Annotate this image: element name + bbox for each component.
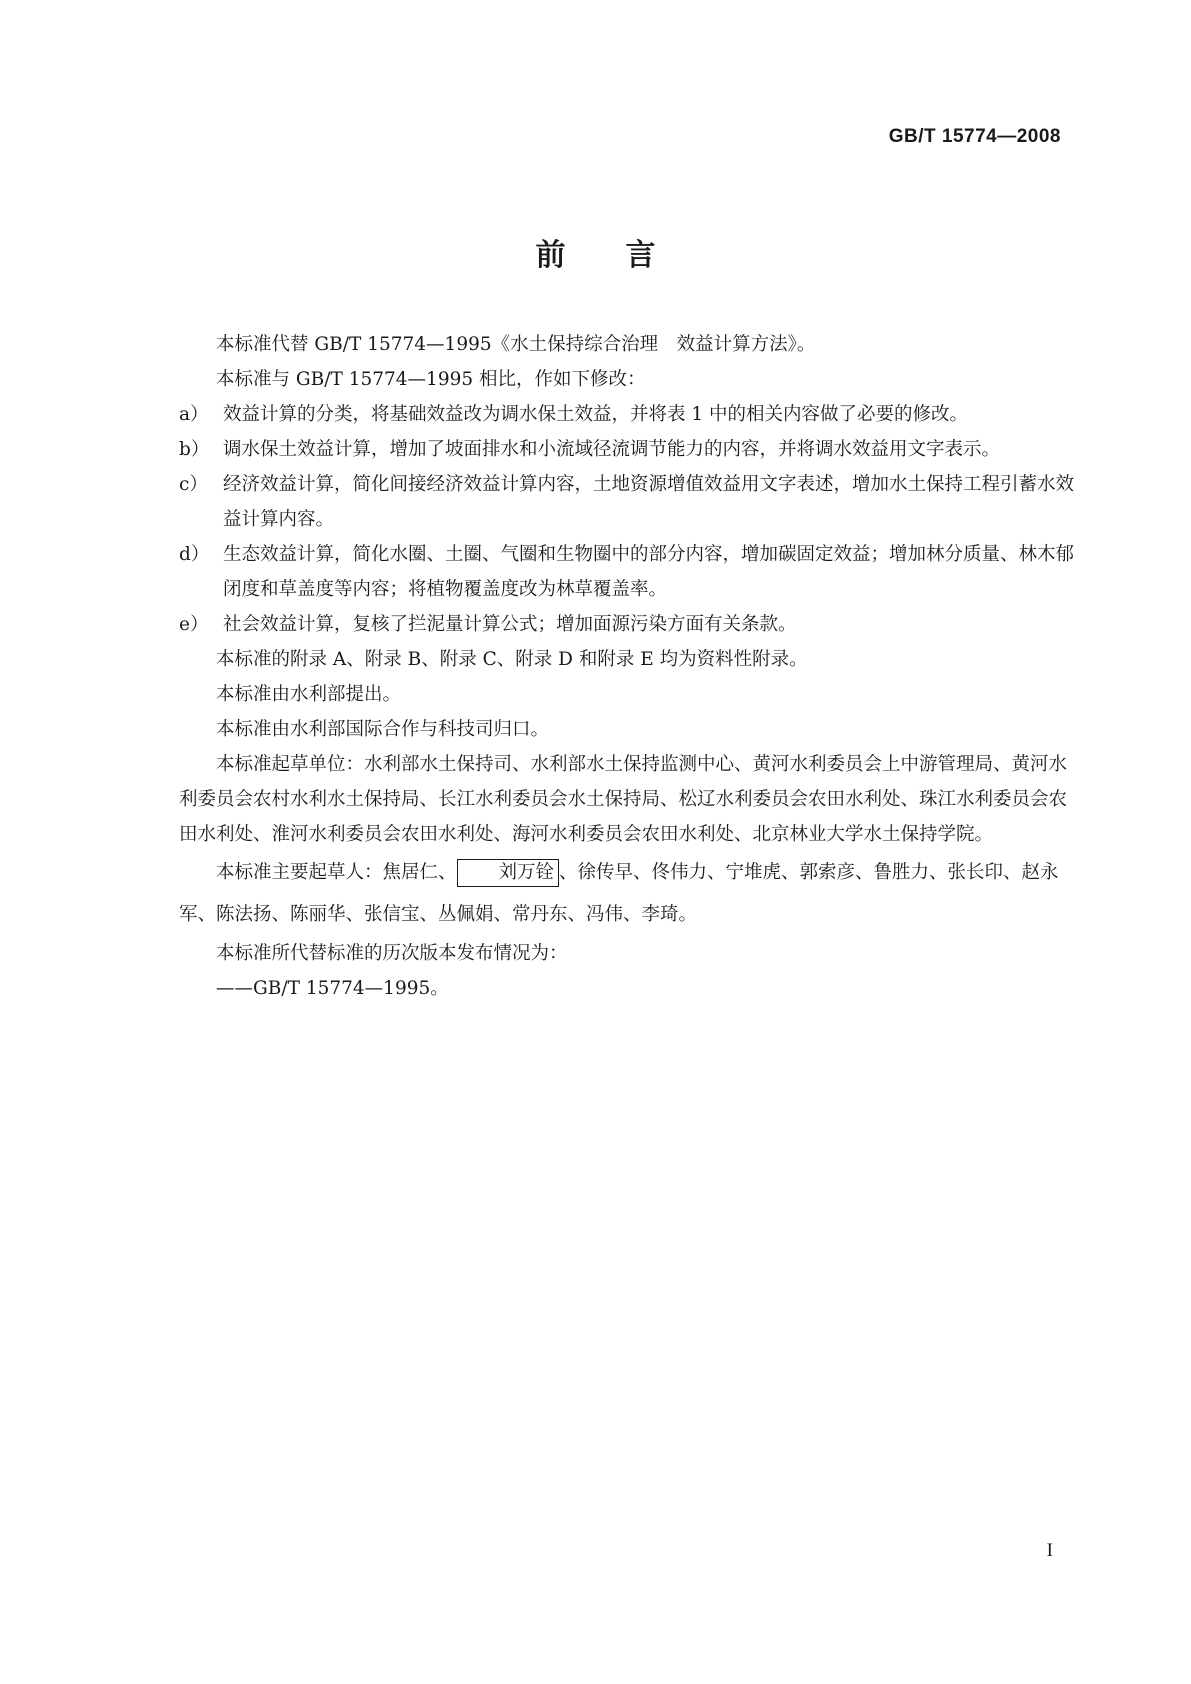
drafters-prefix: 本标准主要起草人：焦居仁、 xyxy=(216,862,457,883)
boxed-name: 刘万铨 xyxy=(457,859,560,887)
list-marker: e） xyxy=(179,614,209,635)
change-item-a xyxy=(179,397,1074,432)
list-marker: d） xyxy=(179,544,210,565)
list-marker: c） xyxy=(179,474,208,495)
paragraph-proposed: 本标准由水利部提出。 xyxy=(216,684,402,705)
paragraph-compare: 本标准与 GB/T 15774—1995 相比，作如下修改： xyxy=(216,369,646,390)
paragraph-history-intro: 本标准所代替标准的历次版本发布情况为： xyxy=(216,943,568,964)
page-number: I xyxy=(1046,1540,1053,1561)
paragraph-managed: 本标准由水利部国际合作与科技司归口。 xyxy=(216,719,550,740)
document-code: GB/T 15774—2008 xyxy=(888,126,1061,147)
preface-body xyxy=(179,327,1074,1006)
paragraph-drafters xyxy=(179,852,1074,936)
list-marker: b） xyxy=(179,439,210,460)
list-item-text: 社会效益计算，复核了拦泥量计算公式；增加面源污染方面有关条款。 xyxy=(223,614,797,635)
paragraph-history-item: ——GB/T 15774—1995。 xyxy=(216,978,449,999)
list-marker: a） xyxy=(179,404,209,425)
change-item-e xyxy=(179,607,1074,642)
page-title: 前 言 xyxy=(535,238,656,273)
paragraph-drafting-units: 本标准起草单位：水利部水土保持司、水利部水土保持监测中心、黄河水利委员会上中游管理局、黄河水利委员会农村水利水土保持局、长江水利委员会水土保持局、松辽水利委员会农田水利处、珠江水利委员会农田水利处、淮河水利委员会农田水利处、海河水利委员会农田水利处、北京林业大学水土保持学院。 xyxy=(179,754,1068,845)
list-item-text: 效益计算的分类，将基础效益改为调水保土效益，并将表 1 中的相关内容做了必要的修改。 xyxy=(223,404,969,425)
list-item-text: 生态效益计算，简化水圈、土圈、气圈和生物圈中的部分内容，增加碳固定效益；增加林分质量、林木郁闭度和草盖度等内容；将植物覆盖度改为林草覆盖率。 xyxy=(223,544,1075,600)
paragraph-appendix: 本标准的附录 A、附录 B、附录 C、附录 D 和附录 E 均为资料性附录。 xyxy=(216,649,808,670)
change-item-d xyxy=(179,537,1074,607)
list-item-text: 经济效益计算，简化间接经济效益计算内容，土地资源增值效益用文字表述，增加水土保持工程引蓄水效益计算内容。 xyxy=(223,474,1075,530)
change-item-c xyxy=(179,467,1074,537)
change-item-b xyxy=(179,432,1074,467)
drafters-suffix: 、徐传早、佟伟力、宁堆虎、郭索彦、鲁胜力、张长印、赵永军、陈法扬、陈丽华、张信宝、丛佩娟、常丹东、冯伟、李琦。 xyxy=(179,862,1059,925)
paragraph-replaces: 本标准代替 GB/T 15774—1995《水土保持综合治理 效益计算方法》。 xyxy=(216,334,816,355)
list-item-text: 调水保土效益计算，增加了坡面排水和小流域径流调节能力的内容，并将调水效益用文字表示。 xyxy=(223,439,1001,460)
